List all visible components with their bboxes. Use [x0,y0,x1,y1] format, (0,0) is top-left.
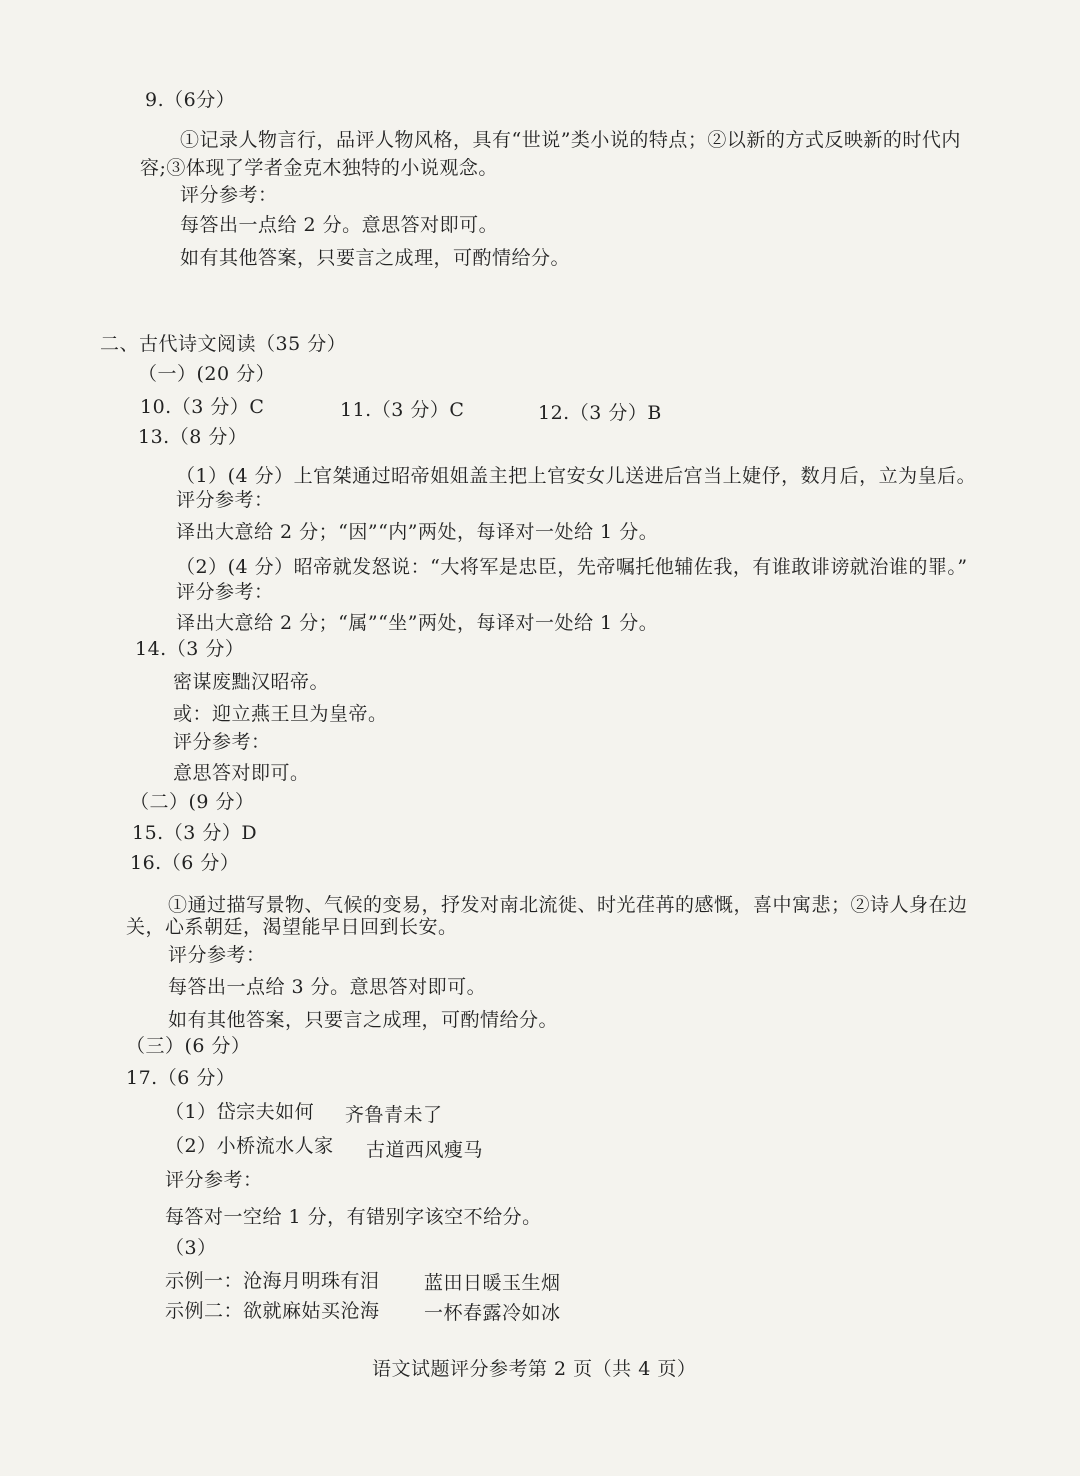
q17-example1-a: 示例一：沧海月明珠有泪 [165,1270,380,1292]
q17-answer1-b: 齐鲁青未了 [345,1104,443,1126]
q17-answer2-a: （2）小桥流水人家 [165,1135,334,1157]
part1-heading: （一）(20 分） [138,363,276,385]
q14-rule: 意思答对即可。 [173,762,310,784]
q14-heading: 14.（3 分） [135,638,245,660]
q16-heading: 16.（6 分） [130,852,240,874]
q16-answer-line1: ①通过描写景物、气候的变易，抒发对南北流徙、时光荏苒的感慨，喜中寓悲；②诗人身在边 [168,894,968,916]
q17-example2-a: 示例二：欲就麻姑买沧海 [165,1300,380,1322]
q11-answer: 11.（3 分）C [340,399,465,421]
part2-heading: （二）(9 分） [130,791,255,813]
q16-answer-line2: 关，心系朝廷，渴望能早日回到长安。 [126,916,458,938]
q13-scoring-ref2: 评分参考： [176,581,274,603]
q13-heading: 13.（8 分） [138,426,248,448]
q17-rule: 每答对一空给 1 分，有错别字该空不给分。 [165,1206,542,1228]
q9-scoring-ref: 评分参考： [180,184,278,206]
q17-heading: 17.（6 分） [126,1067,236,1089]
q9-heading: 9.（6分） [145,89,236,111]
q9-rule1: 每答出一点给 2 分。意思答对即可。 [180,214,499,236]
q13-answer1: （1）(4 分）上官桀通过昭帝姐姐盖主把上官安女儿送进后宫当上婕伃，数月后，立为皇后。 [176,465,977,487]
section2-title: 二、古代诗文阅读（35 分） [100,333,347,355]
q17-answer3: （3） [165,1237,217,1259]
q17-scoring-ref: 评分参考： [165,1169,263,1191]
q16-rule2: 如有其他答案，只要言之成理，可酌情给分。 [168,1009,559,1031]
q12-answer: 12.（3 分）B [538,402,662,424]
q13-rule2: 译出大意给 2 分；“属”“坐”两处，每译对一处给 1 分。 [176,612,659,634]
page-footer: 语文试题评分参考第 2 页（共 4 页） [372,1358,697,1380]
q14-answer2: 或：迎立燕王旦为皇帝。 [173,703,388,725]
q13-answer2: （2）(4 分）昭帝就发怒说：“大将军是忠臣，先帝嘱托他辅佐我，有谁敢诽谤就治谁的罪。” [176,556,968,578]
q9-answer-line1: ①记录人物言行，品评人物风格，具有“世说”类小说的特点；②以新的方式反映新的时代内 [180,129,961,151]
q14-scoring-ref: 评分参考： [173,731,271,753]
q9-rule2: 如有其他答案，只要言之成理，可酌情给分。 [180,247,571,269]
q15-answer: 15.（3 分）D [132,822,258,844]
part3-heading: （三）(6 分） [126,1035,251,1057]
q16-scoring-ref: 评分参考： [168,944,266,966]
q9-answer-line2: 容;③体现了学者金克木独特的小说观念。 [140,157,498,179]
q14-answer1: 密谋废黜汉昭帝。 [173,671,330,693]
q16-rule1: 每答出一点给 3 分。意思答对即可。 [168,976,487,998]
q13-scoring-ref1: 评分参考： [176,489,274,511]
q17-example1-b: 蓝田日暖玉生烟 [424,1272,561,1294]
q10-answer: 10.（3 分）C [140,396,265,418]
q17-answer2-b: 古道西风瘦马 [366,1139,484,1161]
q17-example2-b: 一杯春露冷如冰 [424,1302,561,1324]
q17-answer1-a: （1）岱宗夫如何 [165,1101,315,1123]
q13-rule1: 译出大意给 2 分；“因”“内”两处，每译对一处给 1 分。 [176,521,659,543]
